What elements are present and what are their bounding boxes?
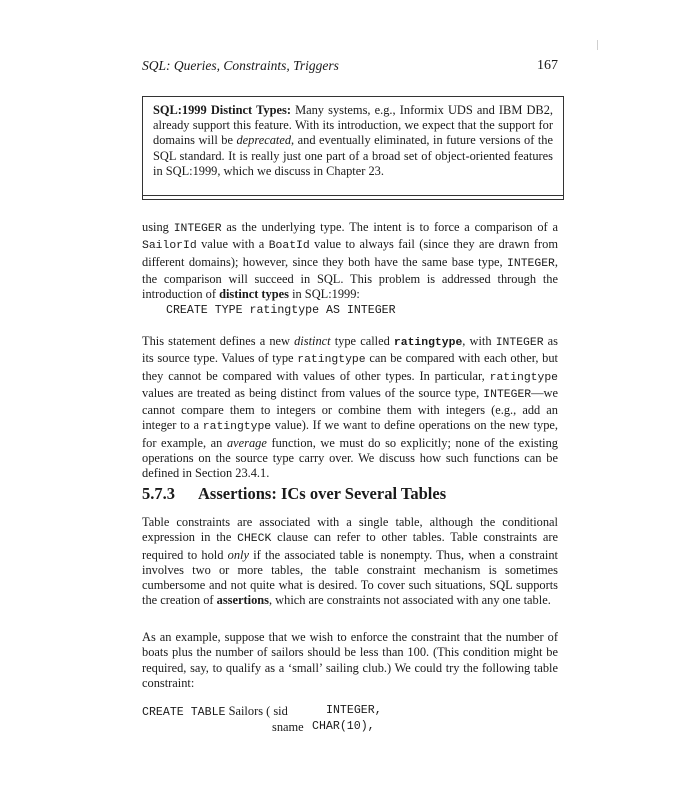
- code-create-table-line-1: CREATE TABLE Sailors ( sid: [142, 704, 288, 719]
- running-header: [142, 58, 558, 78]
- code-ratingtype: ratingtype: [202, 421, 272, 434]
- code-integer: INTEGER: [507, 257, 555, 270]
- code-column-type-2: CHAR(10),: [312, 720, 375, 733]
- code-integer: INTEGER: [495, 337, 544, 349]
- code-ratingtype: ratingtype: [297, 354, 366, 367]
- sidebar-text-2: , and eventually eliminated, in future versions of the SQL standard. It is really just one part of a broad set of object-oriented features in SQL:1999, which we discuss in Chapter 23.: [153, 133, 553, 178]
- page-number: 167: [537, 58, 558, 73]
- code-boatid: BoatId: [268, 240, 310, 253]
- paragraph-distinct-intro: using INTEGER as the underlying type. The intent is to force a comparison of a SailorId value with a BoatId value to always fail (since they are drawn from different domains); however, since they both have the same base type, INTEGER, the comparison will succeed in SQL. This problem is addressed through the introduction of distinct types in SQL:1999:: [142, 220, 559, 302]
- term-distinct-types: distinct types: [219, 287, 289, 302]
- sidebar-inner-rule: [143, 195, 563, 196]
- paragraph-example: As an example, suppose that we wish to enforce the constraint that the number of boats plus the number of sailors should be less than 100. (This condition might be required, say, to qualify as a ‘small’ sailing club.) We could try the following table constraint:: [142, 630, 558, 690]
- code-ratingtype: ratingtype: [489, 371, 558, 384]
- sidebar-title: SQL:1999 Distinct Types:: [153, 103, 291, 117]
- paragraph-table-constraints: Table constraints are associated with a single table, although the conditional expression in the CHECK clause can refer to other tables. Table constraints are required to hold only if the associated table is nonempty. Thus, when a constraint involves two or more tables, the table constraint mechanism is sometimes cumbersome and not quite what is desired. To cover such situations, SQL supports the creation of assertions, which are constraints not associated with any one table.: [142, 515, 558, 608]
- sidebar-emphasis: deprecated: [236, 133, 292, 148]
- code-check: CHECK: [237, 533, 272, 546]
- term-distinct: distinct: [294, 334, 331, 348]
- code-ratingtype: ratingtype: [393, 337, 463, 349]
- section-title: Assertions: ICs over Several Tables: [198, 484, 447, 503]
- term-average: average: [226, 435, 267, 450]
- code-create-type: CREATE TYPE ratingtype AS INTEGER: [166, 304, 396, 317]
- term-only: only: [227, 547, 249, 562]
- section-number: 5.7.3: [142, 484, 175, 503]
- sidebar-text: Many systems, e.g., Informix UDS and IBM DB2, already support this feature. With its introduction, we expect that the support for domains will be: [153, 103, 553, 148]
- running-header-title: SQL: Queries, Constraints, Triggers: [142, 58, 339, 73]
- section-heading: [142, 484, 446, 504]
- term-assertions: assertions: [216, 593, 269, 608]
- code-column-type-1: INTEGER,: [326, 704, 382, 717]
- scan-artifact: [597, 40, 598, 50]
- sidebar-note-box: [142, 96, 564, 200]
- code-integer: INTEGER: [483, 388, 532, 401]
- code-sailorid: SailorId: [142, 240, 197, 253]
- code-keyword: CREATE TABLE: [142, 706, 226, 719]
- code-column-name-2: sname: [272, 720, 304, 734]
- code-integer: INTEGER: [173, 223, 222, 235]
- paragraph-ratingtype: This statement defines a new distinct type called ratingtype, with INTEGER as its source type. Values of type ratingtype can be compared with each other, but they cannot be compared with values of other types. In particular, ratingtype values are treated as being distinct from values of the source type, INTEGER—we cannot compare them to integers or combine them with integers (e.g., add an integer to a ratingtype value). If we want to define operations on the new type, for example, an average function, we must do so explicitly; none of the existing operations on the source type carry over. We discuss how such functions can be defined in Section 23.4.1.: [142, 334, 559, 481]
